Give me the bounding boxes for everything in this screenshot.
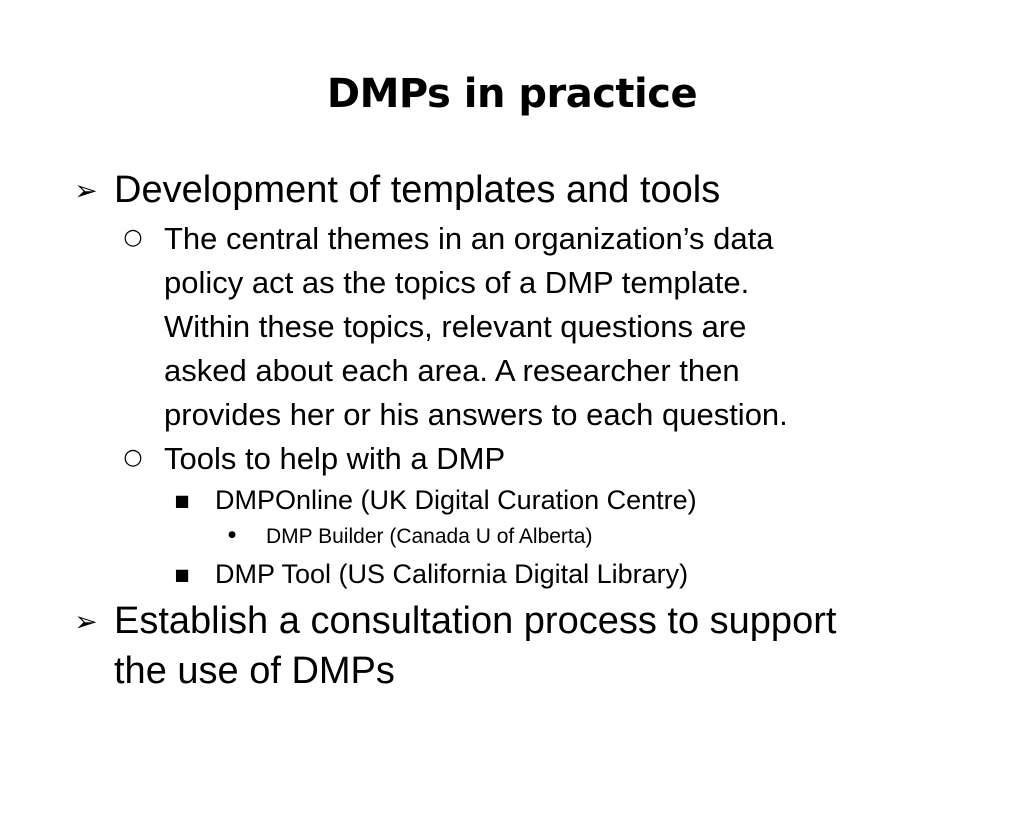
- square-bullet-icon: ■: [174, 491, 190, 510]
- dot-bullet-icon: ●: [228, 530, 236, 540]
- bullet-text: Development of templates and tools: [114, 169, 721, 211]
- bullet-text-line: the use of DMPs: [114, 650, 395, 692]
- bullet-text-line: policy act as the topics of a DMP template.: [164, 265, 750, 300]
- bullet-text: DMPOnline (UK Digital Curation Centre): [215, 485, 697, 515]
- bullet-text: Tools to help with a DMP: [164, 441, 506, 476]
- bullet-text-line: provides her or his answers to each question.: [164, 397, 788, 432]
- slide-title: DMPs in practice: [326, 71, 698, 117]
- arrow-bullet-icon: ➢: [74, 605, 98, 638]
- arrow-bullet-icon: ➢: [74, 174, 98, 207]
- bullet-text-line: The central themes in an organization’s data: [164, 221, 774, 256]
- bullet-text-line: asked about each area. A researcher then: [164, 353, 740, 388]
- bullet-text: DMP Tool (US California Digital Library): [215, 559, 689, 589]
- bullet-text-line: Establish a consultation process to support: [114, 600, 837, 642]
- circle-bullet-icon: ○: [123, 225, 143, 250]
- bullet-text: DMP Builder (Canada U of Alberta): [266, 525, 593, 548]
- bullet-text-line: Within these topics, relevant questions are: [164, 309, 747, 344]
- square-bullet-icon: ■: [174, 565, 190, 584]
- circle-bullet-icon: ○: [123, 445, 143, 470]
